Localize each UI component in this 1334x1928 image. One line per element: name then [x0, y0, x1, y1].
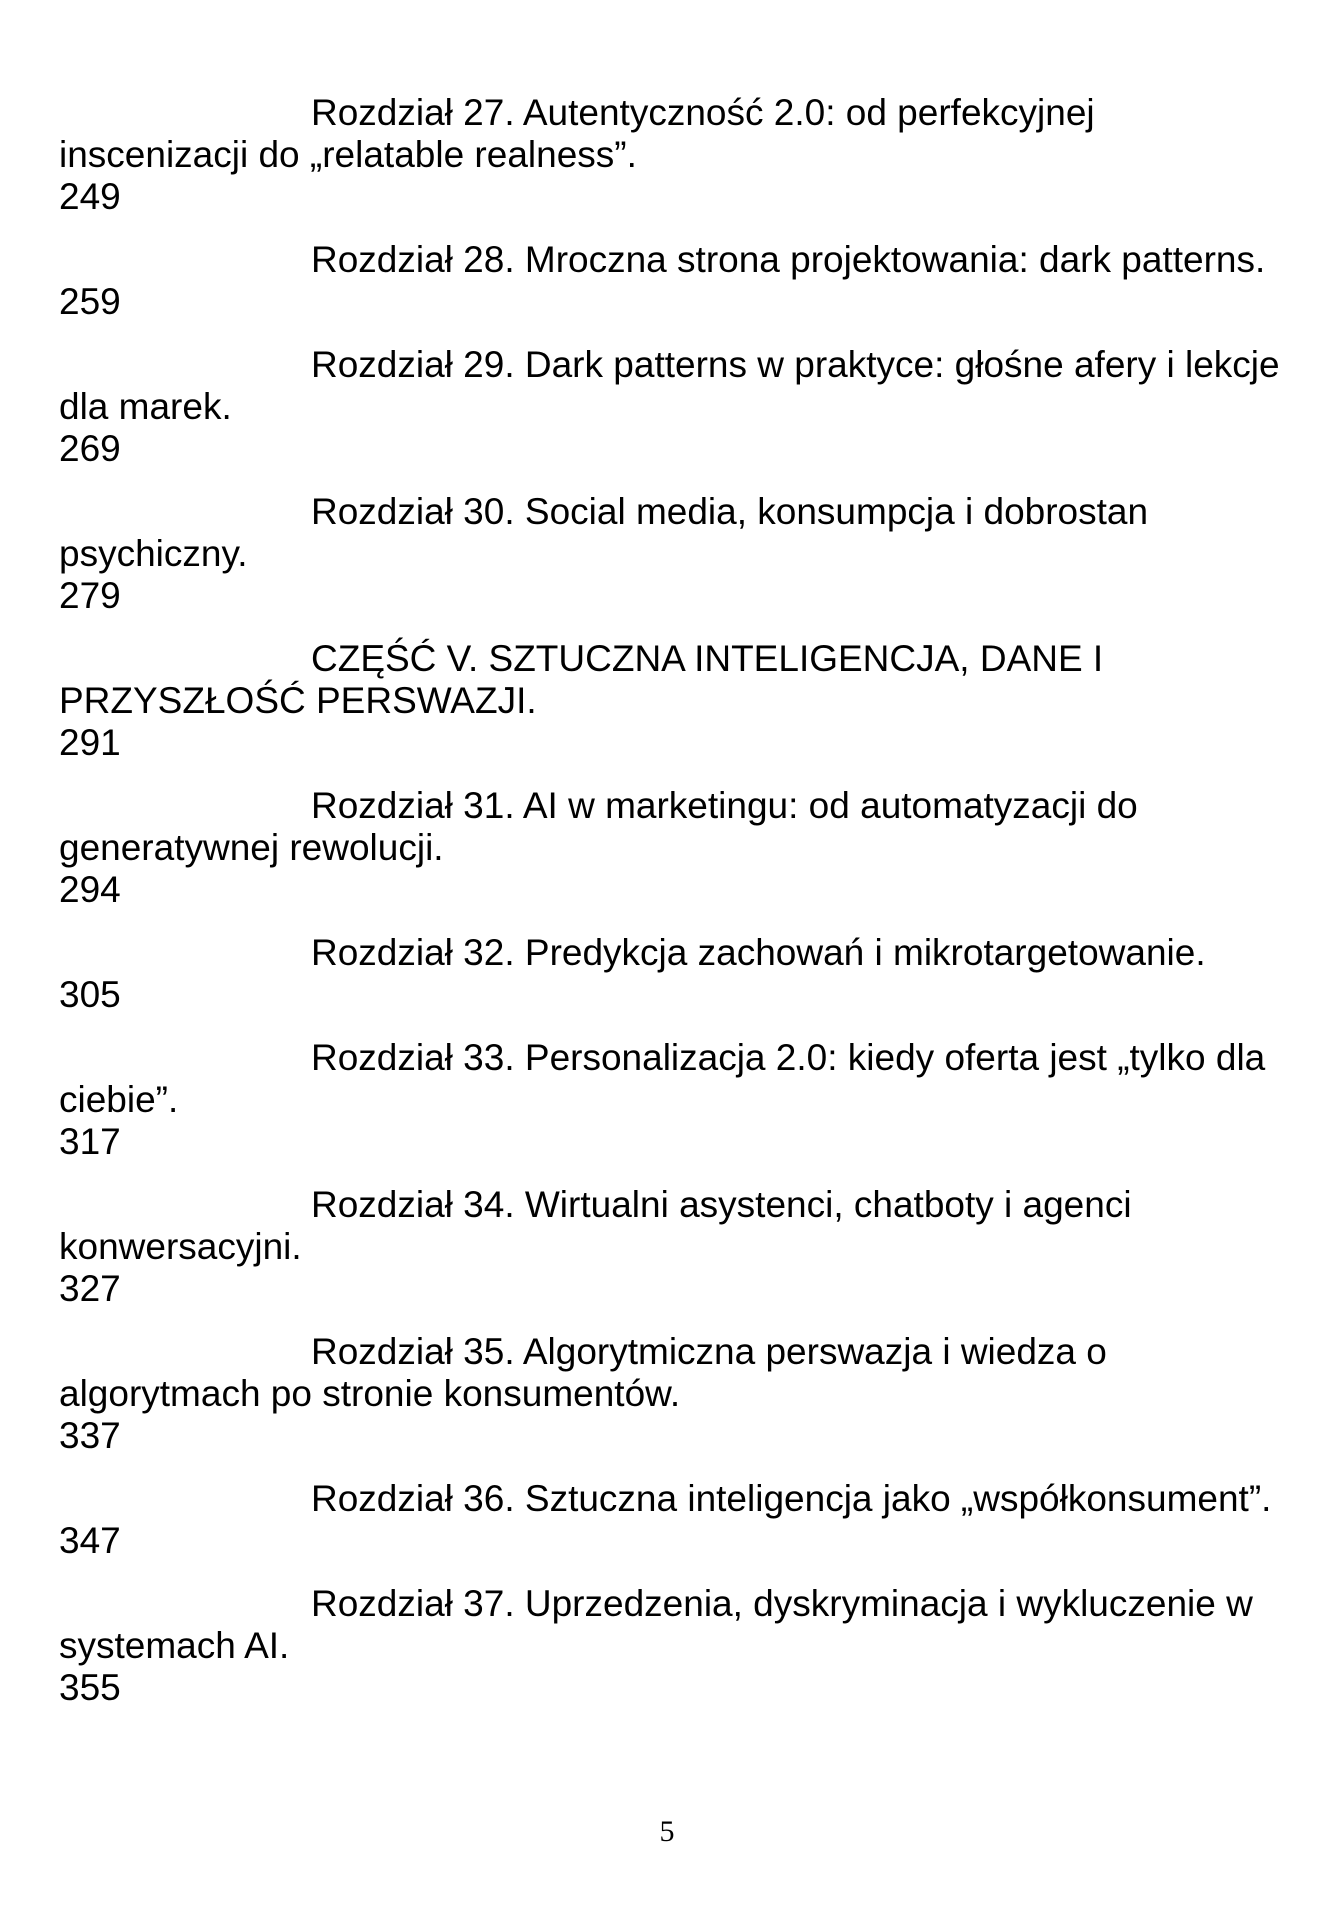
- toc-entry: [59, 239, 1289, 323]
- toc-entry-title: Rozdział 37. Uprzedzenia, dyskryminacja i wykluczenie w systemach AI.: [59, 1583, 1253, 1666]
- toc-entry-title: Rozdział 33. Personalizacja 2.0: kiedy oferta jest „tylko dla ciebie”.: [59, 1037, 1266, 1120]
- toc-entry: [59, 1331, 1289, 1457]
- toc-entry-page: 291: [59, 722, 121, 763]
- toc-entry-title: Rozdział 36. Sztuczna inteligencja jako „współkonsument”.: [311, 1478, 1272, 1519]
- toc-entry: [59, 1184, 1289, 1310]
- toc-entry: [59, 344, 1289, 470]
- toc-entry: [59, 1583, 1289, 1709]
- toc-entry-page: 347: [59, 1520, 121, 1561]
- toc-part-heading: [59, 638, 1289, 764]
- toc-entry-page: 294: [59, 869, 121, 910]
- toc-entry-page: 327: [59, 1268, 121, 1309]
- toc-entry-title: Rozdział 31. AI w marketingu: od automatyzacji do generatywnej rewolucji.: [59, 785, 1138, 868]
- toc-entry-page: 259: [59, 281, 121, 322]
- toc-entry: [59, 491, 1289, 617]
- toc-entry: [59, 1037, 1289, 1163]
- table-of-contents: [59, 92, 1289, 1730]
- toc-entry-title: Rozdział 32. Predykcja zachowań i mikrotargetowanie.: [311, 932, 1206, 973]
- toc-entry-title: Rozdział 27. Autentyczność 2.0: od perfekcyjnej inscenizacji do „relatable realness”.: [59, 92, 1095, 175]
- toc-entry-page: 305: [59, 974, 121, 1015]
- toc-entry-title: Rozdział 34. Wirtualni asystenci, chatboty i agenci konwersacyjni.: [59, 1184, 1132, 1267]
- page-number: 5: [659, 1815, 675, 1848]
- toc-entry-page: 269: [59, 428, 121, 469]
- toc-entry: [59, 1478, 1289, 1562]
- toc-entry-page: 279: [59, 575, 121, 616]
- toc-entry: [59, 932, 1289, 1016]
- toc-entry-title: Rozdział 35. Algorytmiczna perswazja i wiedza o algorytmach po stronie konsumentów.: [59, 1331, 1107, 1414]
- toc-entry-title: Rozdział 28. Mroczna strona projektowania: dark patterns.: [311, 239, 1266, 280]
- toc-entry-page: 337: [59, 1415, 121, 1456]
- toc-entry-title: Rozdział 30. Social media, konsumpcja i dobrostan psychiczny.: [59, 491, 1149, 574]
- toc-entry-page: 355: [59, 1667, 121, 1708]
- toc-entry-title: Rozdział 29. Dark patterns w praktyce: głośne afery i lekcje dla marek.: [59, 344, 1280, 427]
- toc-part-title: CZĘŚĆ V. SZTUCZNA INTELIGENCJA, DANE I PRZYSZŁOŚĆ PERSWAZJI.: [59, 638, 1104, 721]
- toc-entry: [59, 785, 1289, 911]
- toc-entry-page: 249: [59, 176, 121, 217]
- toc-entry: [59, 92, 1289, 218]
- toc-entry-page: 317: [59, 1121, 121, 1162]
